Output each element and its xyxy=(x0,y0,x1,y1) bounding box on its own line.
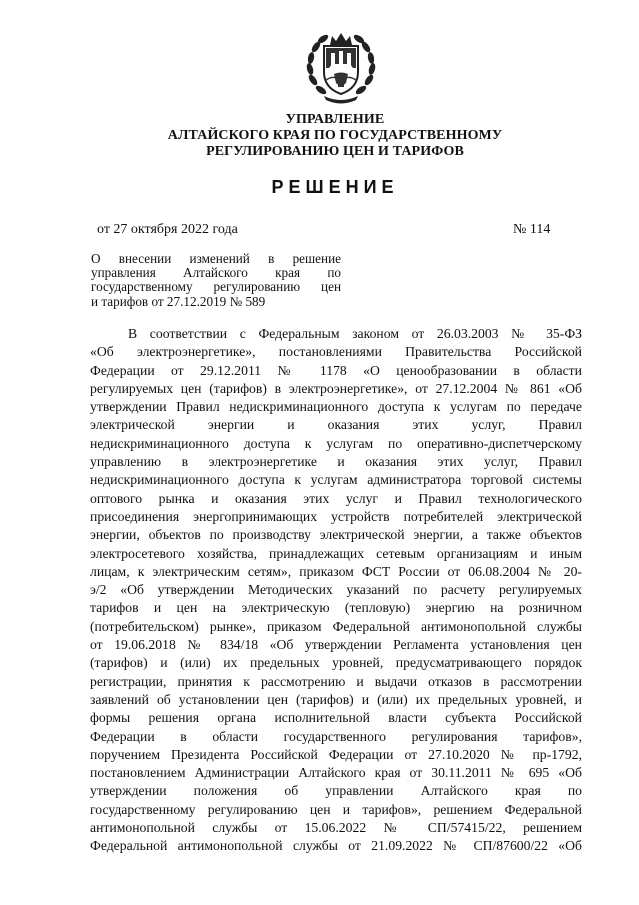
authority-line-3: РЕГУЛИРОВАНИЮ ЦЕН И ТАРИФОВ xyxy=(206,144,464,159)
body-line: постановлением Администрации Алтайского края от 30.11.2011 № 695 «Об xyxy=(90,765,582,781)
altai-krai-coat-of-arms-emblem xyxy=(302,28,380,106)
body-line: от 19.06.2018 № 834/18 «Об утверждении Регламента установления цен xyxy=(90,637,582,653)
body-line: регулируемых цен (тарифов) в электроэнергетике», от 27.12.2004 № 861 «Об xyxy=(90,380,582,396)
body-line: В соответствии с Федеральным законом от 26.03.2003 № 35-ФЗ xyxy=(128,326,582,341)
body-line: Федерации в области государственного регулирования тарифов», xyxy=(90,728,582,744)
subject-line: управления Алтайского края по xyxy=(91,266,341,281)
document-type-title: РЕШЕНИЕ xyxy=(271,177,399,197)
body-line: присоединения энергопринимающих устройств потребителей электрической xyxy=(90,508,582,524)
body-line: тарифов и цен на электрическую (тепловую) энергию на розничном xyxy=(90,600,582,616)
body-line: э/2 «Об утверждении Методических указаний по расчету регулируемых xyxy=(90,582,582,598)
body-line: (тарифов) и (или) их предельных уровней, предусматривающего порядок xyxy=(90,655,582,671)
subject-line: О внесении изменений в решение xyxy=(91,252,341,266)
issuing-authority-heading xyxy=(90,112,580,160)
body-line: «Об электроэнергетике», постановлениями Правительства Российской xyxy=(90,344,582,360)
body-line: антимонопольной службы от 15.06.2022 № СП/57415/22, решением xyxy=(90,820,582,836)
body-line: электросетевого хозяйства, принадлежащих сетевым организациям и иным xyxy=(90,545,582,561)
subject-line: и тарифов от 27.12.2019 № 589 xyxy=(91,294,266,309)
body-line: утверждении Правил недискриминационного доступа к услугам по передаче xyxy=(90,399,582,415)
body-line: управлению в электроэнергетике и оказания этих услуг, Правил xyxy=(90,454,582,470)
body-paragraph xyxy=(90,325,582,856)
body-line: заявлений об установлении цен (тарифов) и (или) их предельных уровней, и xyxy=(90,691,582,707)
document-date: от 27 октября 2022 года xyxy=(97,222,238,237)
body-line: поручением Президента Российской Федерации от 27.10.2020 № пр-1792, xyxy=(90,746,582,762)
body-line: оптового рынка и оказания этих услуг и Правил технологического xyxy=(90,490,582,506)
body-line: лицам, к электрическим сетям», приказом ФСТ России от 06.08.2004 № 20- xyxy=(90,563,582,579)
body-line: утверждении положения об управлении Алтайского края по xyxy=(90,783,582,799)
document-number: № 114 xyxy=(513,222,551,237)
body-line: электрической энергии и оказания этих услуг, Правил xyxy=(90,417,582,433)
body-line: недискриминационного доступа к услугам администратора торговой системы xyxy=(90,472,582,488)
body-line: формы решения органа исполнительной власти субъекта Российской xyxy=(90,710,582,726)
body-line: (потребительском) рынке», приказом Федеральной антимонопольной службы xyxy=(90,618,582,634)
body-line: недискриминационного доступа к услугам по оперативно-диспетчерскому xyxy=(90,435,582,451)
body-line: энергии, объектов по производству электрической энергии, а также объектов xyxy=(90,527,582,543)
document-subject xyxy=(91,252,341,309)
body-line: Федеральной антимонопольной службы от 21.09.2022 № СП/87600/22 «Об xyxy=(90,838,582,854)
body-line: государственному регулированию цен и тарифов», решением Федеральной xyxy=(90,801,582,817)
body-line: Федерации от 29.12.2011 № 1178 «О ценообразовании в области xyxy=(90,362,582,378)
authority-line-2: АЛТАЙСКОГО КРАЯ ПО ГОСУДАРСТВЕННОМУ xyxy=(167,128,503,143)
subject-line: государственному регулированию цен xyxy=(91,280,341,295)
body-line: регистрации, принятия к рассмотрению и выдачи отказов в рассмотрении xyxy=(90,673,582,689)
authority-line-1: УПРАВЛЕНИЕ xyxy=(285,112,385,127)
